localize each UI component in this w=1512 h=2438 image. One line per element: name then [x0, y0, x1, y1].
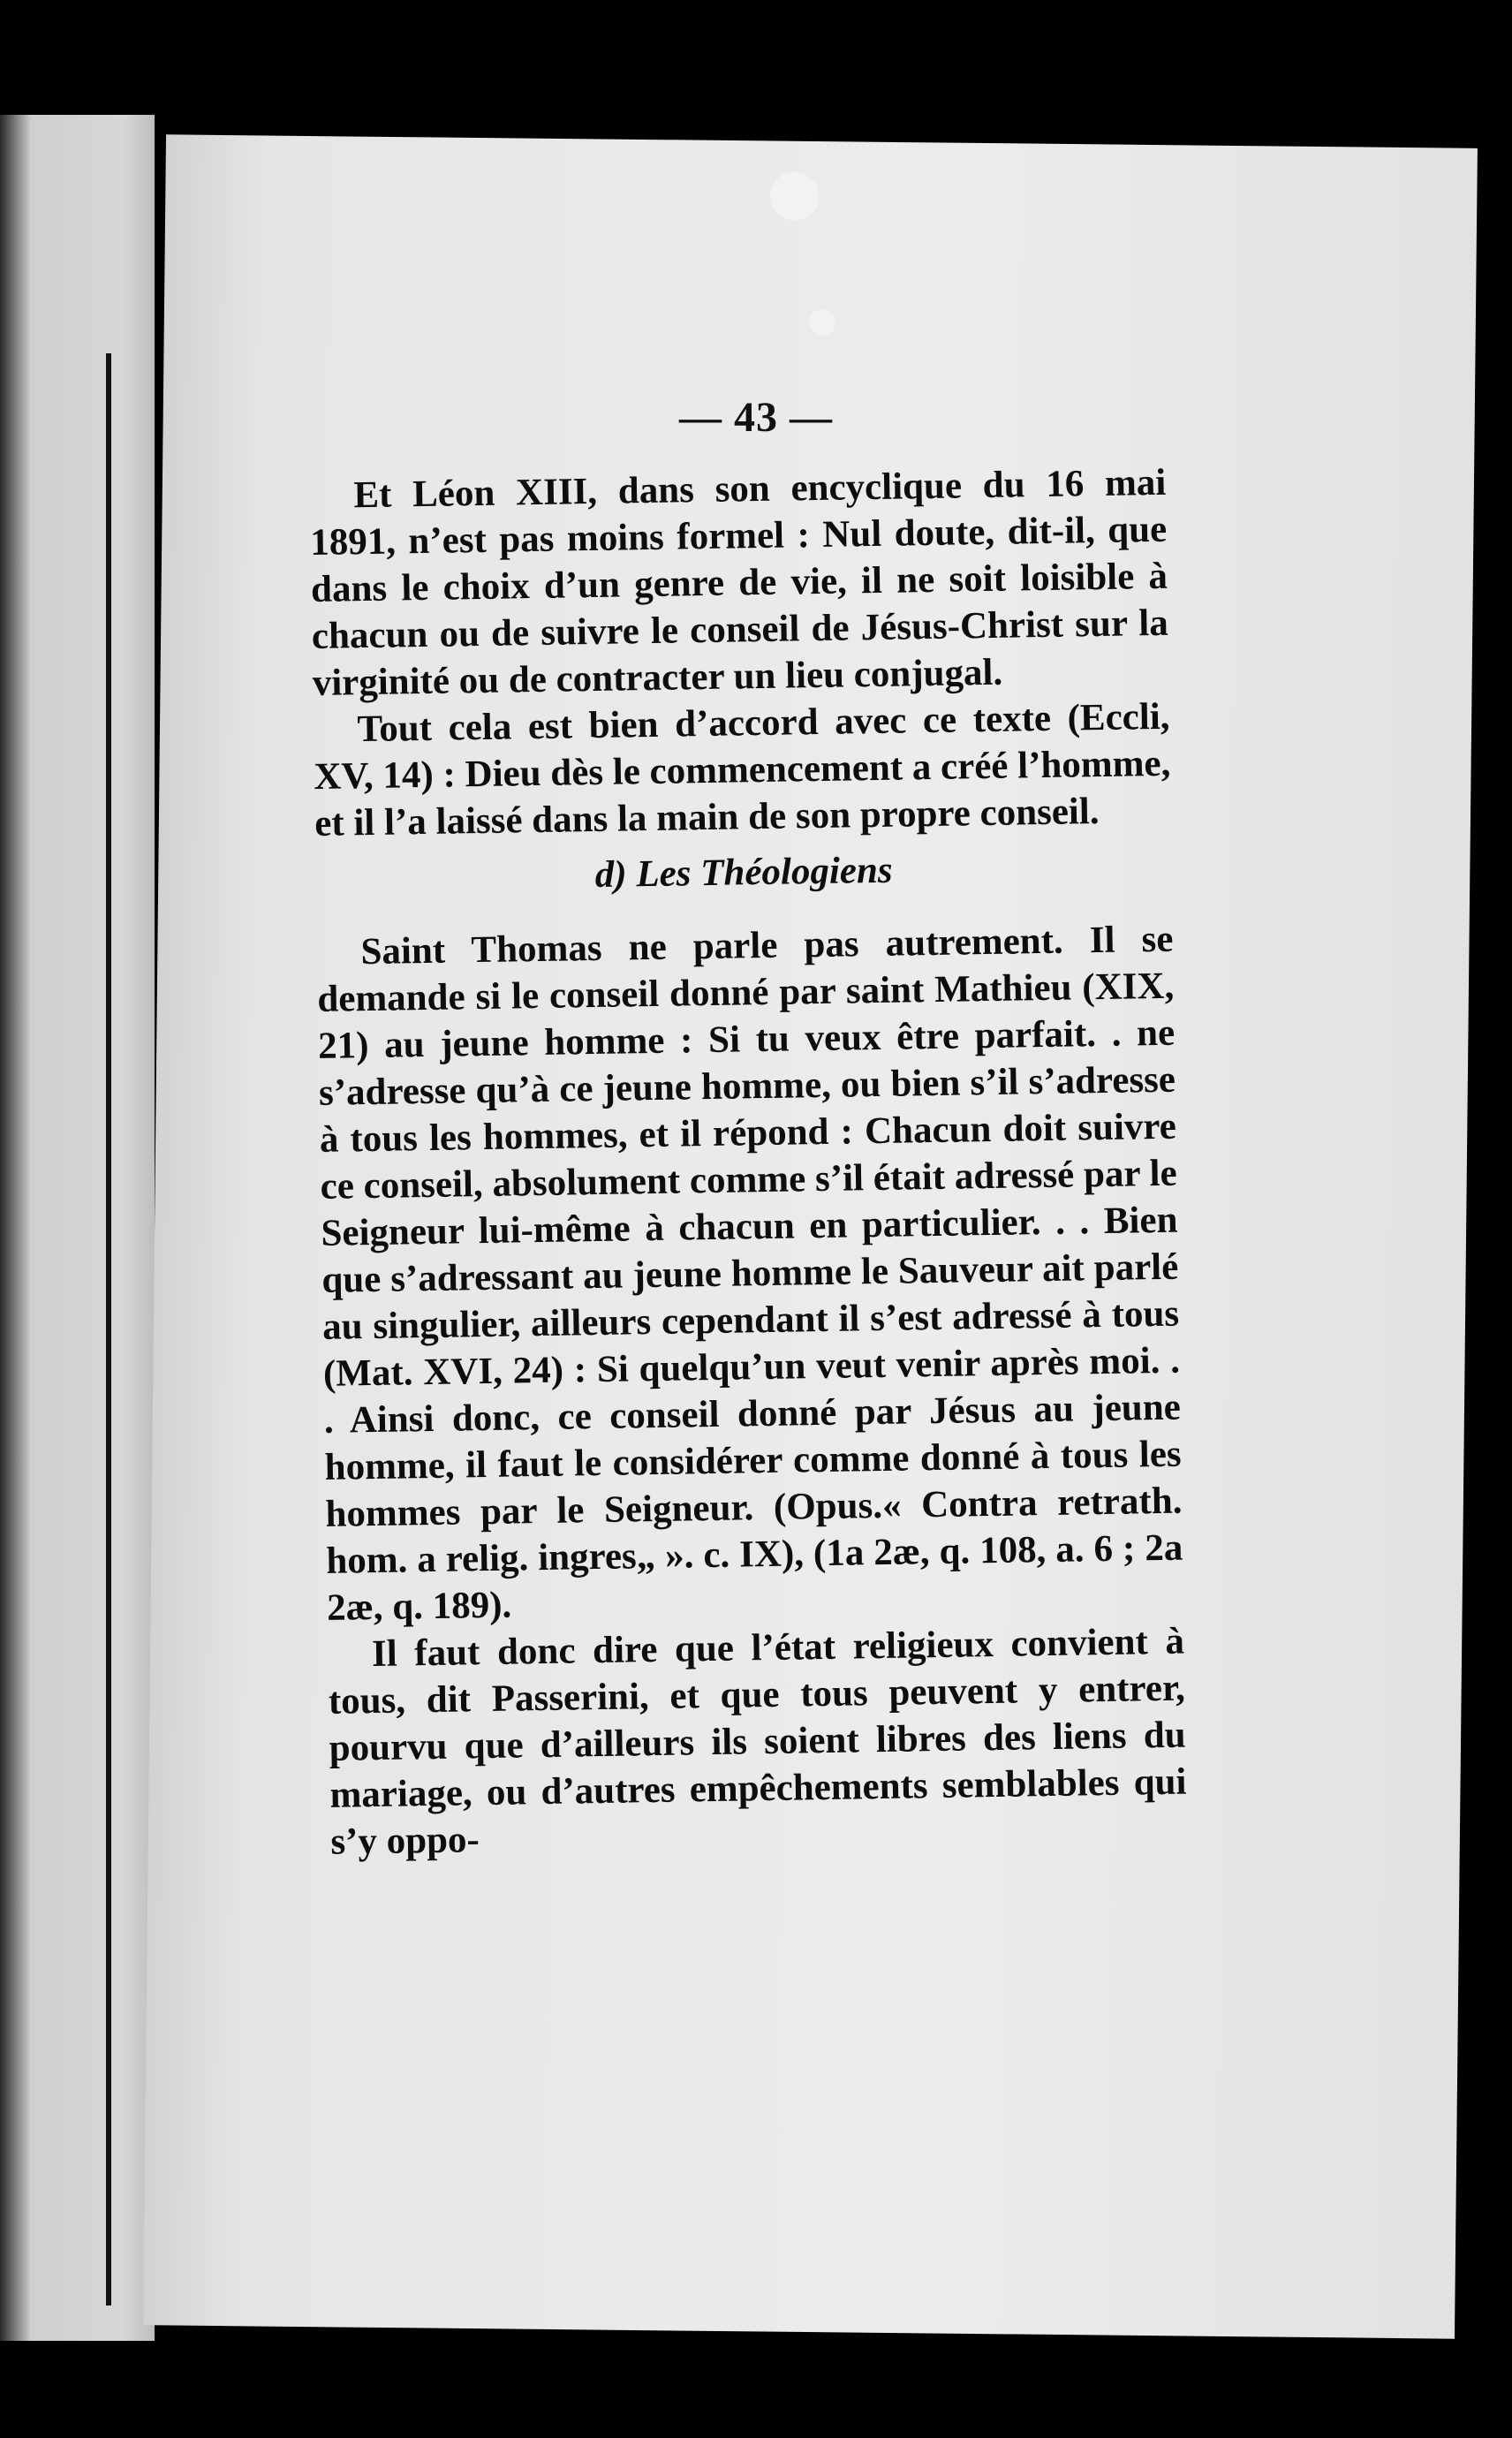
- facing-page-edge: [0, 115, 155, 2341]
- paragraph: Saint Thomas ne parle pas autrement. Il se demande si le conseil donné par saint Mathieu (XIX, 21) au jeune homme : Si tu veux être parfait. . ne s’adresse qu’à ce jeune homme, ou bien s’il s’adresse à tous les hommes, et il répond : Chacun doit suivre ce conseil, absolument comme s’il était adressé par le Seigneur lui-même à chacun en particulier. . . Bien que s’adressant au jeune homme le Sauveur ait parlé au singulier, ailleurs cependant il s’est adressé à tous (Mat. XVI, 24) : Si quelqu’un veut venir après moi. . . Ainsi donc, ce conseil donné par Jésus au jeune homme, il faut le considérer comme donné à tous les hommes par le Seigneur. (Opus.« Contra retrath. hom. a relig. ingres„ ». c. IX), (1a 2æ, q. 108, a. 6 ; 2a 2æ, q. 189).: [317, 918, 1183, 1629]
- binding-shadow: [106, 353, 111, 2306]
- paragraph: Tout cela est bien d’accord avec ce texte (Eccli, XV, 14) : Dieu dès le commencement a créé l’homme, et il l’a laissé dans la main de son propre conseil.: [314, 695, 1171, 844]
- paragraph: Et Léon XIII, dans son encyclique du 16 mai 1891, n’est pas moins formel : Nul doute, dit-il, que dans le choix d’un genre de vie, il ne soit loisible à chacun ou de suivre le conseil de Jésus-Christ sur la virginité ou de contracter un lieu conjugal.: [309, 461, 1169, 704]
- section-heading: d) Les Théologiens: [594, 849, 893, 896]
- page-text: [309, 459, 1188, 1866]
- page-number: — 43 —: [679, 394, 833, 441]
- paper-spot: [809, 309, 835, 336]
- paragraph: Il faut donc dire que l’état religieux convient à tous, dit Passerini, et que tous peuvent y entrer, pourvu que d’ailleurs ils soient libres des liens du mariage, ou d’autres empêchements semblables qui s’y oppo-: [328, 1620, 1187, 1863]
- paper-spot: [770, 171, 820, 221]
